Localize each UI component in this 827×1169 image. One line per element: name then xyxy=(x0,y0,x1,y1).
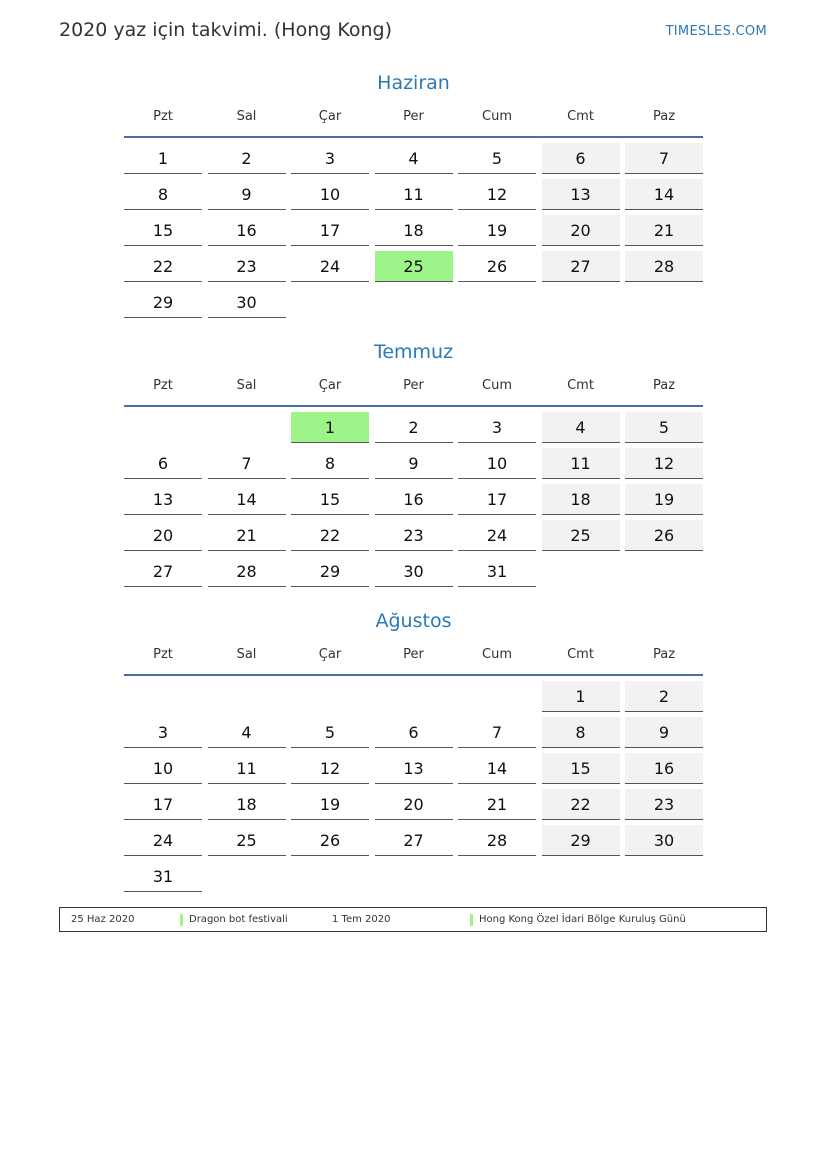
empty-cell xyxy=(291,287,369,318)
holiday-legend xyxy=(59,907,767,932)
day-cell[interactable]: 3 xyxy=(291,143,369,174)
day-cell[interactable]: 24 xyxy=(291,251,369,282)
weekday-label: Sal xyxy=(236,378,257,393)
day-cell[interactable]: 7 xyxy=(208,448,286,479)
day-cell[interactable]: 15 xyxy=(124,215,202,246)
day-cell[interactable]: 16 xyxy=(375,484,453,515)
day-cell[interactable]: 2 xyxy=(375,412,453,443)
day-cell[interactable]: 29 xyxy=(291,556,369,587)
month-block-temmuz xyxy=(124,339,703,587)
day-cell[interactable]: 30 xyxy=(625,825,703,856)
day-cell[interactable]: 21 xyxy=(208,520,286,551)
legend-color-marker xyxy=(470,914,473,926)
empty-cell xyxy=(375,681,453,712)
day-cell[interactable]: 1 xyxy=(542,681,620,712)
empty-cell xyxy=(625,861,703,892)
day-cell[interactable]: 25 xyxy=(208,825,286,856)
weekday-label: Cum xyxy=(482,378,512,393)
month-title: Haziran xyxy=(377,72,450,94)
day-cell[interactable]: 5 xyxy=(291,717,369,748)
day-cell[interactable]: 26 xyxy=(625,520,703,551)
weekday-label: Per xyxy=(403,647,424,662)
day-cell[interactable]: 16 xyxy=(208,215,286,246)
day-cell[interactable]: 2 xyxy=(625,681,703,712)
day-cell[interactable]: 25 xyxy=(542,520,620,551)
day-cell[interactable]: 17 xyxy=(458,484,536,515)
empty-cell xyxy=(375,861,453,892)
day-cell[interactable]: 19 xyxy=(458,215,536,246)
day-cell[interactable]: 14 xyxy=(625,179,703,210)
day-cell[interactable]: 22 xyxy=(542,789,620,820)
empty-cell xyxy=(458,681,536,712)
day-cell[interactable]: 23 xyxy=(208,251,286,282)
day-cell[interactable]: 4 xyxy=(375,143,453,174)
day-cell[interactable]: 28 xyxy=(458,825,536,856)
weekday-label: Çar xyxy=(318,378,342,393)
day-cell[interactable]: 24 xyxy=(124,825,202,856)
weekday-label: Çar xyxy=(318,647,342,662)
page-title: 2020 yaz için takvimi. (Hong Kong) xyxy=(59,19,392,41)
day-cell[interactable]: 22 xyxy=(291,520,369,551)
day-cell[interactable]: 12 xyxy=(458,179,536,210)
day-cell[interactable]: 13 xyxy=(542,179,620,210)
empty-cell xyxy=(542,556,620,587)
day-cell[interactable]: 17 xyxy=(124,789,202,820)
legend-date: 25 Haz 2020 xyxy=(71,914,135,925)
day-cell[interactable]: 4 xyxy=(208,717,286,748)
weekday-label: Paz xyxy=(652,109,676,124)
legend-color-marker xyxy=(180,914,183,926)
day-cell[interactable]: 5 xyxy=(625,412,703,443)
empty-cell xyxy=(542,287,620,318)
day-cell[interactable]: 22 xyxy=(124,251,202,282)
empty-cell xyxy=(124,412,202,443)
day-cell[interactable]: 14 xyxy=(208,484,286,515)
day-cell[interactable]: 9 xyxy=(208,179,286,210)
weekday-label: Sal xyxy=(236,109,257,124)
empty-cell xyxy=(124,681,202,712)
day-grid xyxy=(124,143,703,318)
day-cell[interactable]: 1 xyxy=(124,143,202,174)
day-cell[interactable]: 12 xyxy=(291,753,369,784)
day-cell[interactable]: 9 xyxy=(375,448,453,479)
weekday-label: Pzt xyxy=(153,647,173,662)
weekday-label: Paz xyxy=(652,647,676,662)
day-cell[interactable]: 10 xyxy=(291,179,369,210)
day-cell[interactable]: 3 xyxy=(458,412,536,443)
day-cell[interactable]: 23 xyxy=(625,789,703,820)
day-cell[interactable]: 6 xyxy=(124,448,202,479)
day-cell[interactable]: 21 xyxy=(458,789,536,820)
day-cell[interactable]: 18 xyxy=(208,789,286,820)
day-cell[interactable]: 27 xyxy=(124,556,202,587)
day-cell[interactable]: 20 xyxy=(542,215,620,246)
empty-cell xyxy=(208,861,286,892)
day-cell[interactable]: 1 xyxy=(291,412,369,443)
day-cell[interactable]: 8 xyxy=(124,179,202,210)
day-cell[interactable]: 4 xyxy=(542,412,620,443)
day-cell[interactable]: 24 xyxy=(458,520,536,551)
weekday-header xyxy=(124,644,703,676)
weekday-label: Sal xyxy=(236,647,257,662)
day-cell[interactable]: 31 xyxy=(124,861,202,892)
empty-cell xyxy=(542,861,620,892)
month-title: Temmuz xyxy=(373,341,454,363)
day-cell[interactable]: 29 xyxy=(542,825,620,856)
day-cell[interactable]: 14 xyxy=(458,753,536,784)
day-cell[interactable]: 17 xyxy=(291,215,369,246)
day-cell[interactable]: 11 xyxy=(208,753,286,784)
day-cell[interactable]: 6 xyxy=(375,717,453,748)
weekday-label: Çar xyxy=(318,109,342,124)
month-block-haziran xyxy=(124,70,703,318)
day-cell[interactable]: 30 xyxy=(375,556,453,587)
day-cell[interactable]: 16 xyxy=(625,753,703,784)
weekday-label: Cmt xyxy=(567,109,594,124)
day-cell[interactable]: 31 xyxy=(458,556,536,587)
day-cell[interactable]: 2 xyxy=(208,143,286,174)
day-cell[interactable]: 5 xyxy=(458,143,536,174)
day-cell[interactable]: 3 xyxy=(124,717,202,748)
weekday-header xyxy=(124,106,703,138)
day-cell[interactable]: 8 xyxy=(542,717,620,748)
month-block-agustos xyxy=(124,608,703,892)
empty-cell xyxy=(625,287,703,318)
day-cell[interactable]: 18 xyxy=(375,215,453,246)
empty-cell xyxy=(291,681,369,712)
day-cell[interactable]: 27 xyxy=(375,825,453,856)
day-cell[interactable]: 7 xyxy=(625,143,703,174)
day-cell[interactable]: 11 xyxy=(542,448,620,479)
legend-holiday-name: Hong Kong Özel İdari Bölge Kuruluş Günü xyxy=(479,914,686,925)
empty-cell xyxy=(625,556,703,587)
day-cell[interactable]: 27 xyxy=(542,251,620,282)
day-cell[interactable]: 10 xyxy=(124,753,202,784)
weekday-label: Cmt xyxy=(567,378,594,393)
day-cell[interactable]: 28 xyxy=(208,556,286,587)
day-grid xyxy=(124,412,703,587)
legend-holiday-name: Dragon bot festivali xyxy=(189,914,288,925)
day-cell[interactable]: 8 xyxy=(291,448,369,479)
day-cell[interactable]: 19 xyxy=(625,484,703,515)
day-cell[interactable]: 29 xyxy=(124,287,202,318)
weekday-label: Cum xyxy=(482,109,512,124)
day-cell[interactable]: 26 xyxy=(458,251,536,282)
day-cell[interactable]: 18 xyxy=(542,484,620,515)
empty-cell xyxy=(375,287,453,318)
day-cell[interactable]: 19 xyxy=(291,789,369,820)
empty-cell xyxy=(458,861,536,892)
weekday-label: Cmt xyxy=(567,647,594,662)
day-cell[interactable]: 20 xyxy=(375,789,453,820)
day-cell[interactable]: 9 xyxy=(625,717,703,748)
day-cell[interactable]: 7 xyxy=(458,717,536,748)
weekday-label: Pzt xyxy=(153,378,173,393)
day-cell[interactable]: 26 xyxy=(291,825,369,856)
weekday-label: Pzt xyxy=(153,109,173,124)
day-cell[interactable]: 28 xyxy=(625,251,703,282)
day-cell[interactable]: 20 xyxy=(124,520,202,551)
weekday-header xyxy=(124,375,703,407)
day-grid xyxy=(124,681,703,892)
empty-cell xyxy=(208,412,286,443)
weekday-label: Per xyxy=(403,109,424,124)
day-cell[interactable]: 13 xyxy=(375,753,453,784)
weekday-label: Cum xyxy=(482,647,512,662)
brand-link[interactable]: TIMESLES.COM xyxy=(665,24,767,39)
day-cell[interactable]: 21 xyxy=(625,215,703,246)
legend-date: 1 Tem 2020 xyxy=(332,914,391,925)
weekday-label: Paz xyxy=(652,378,676,393)
day-cell[interactable]: 15 xyxy=(542,753,620,784)
empty-cell xyxy=(291,861,369,892)
day-cell[interactable]: 11 xyxy=(375,179,453,210)
day-cell[interactable]: 12 xyxy=(625,448,703,479)
empty-cell xyxy=(458,287,536,318)
empty-cell xyxy=(208,681,286,712)
day-cell[interactable]: 10 xyxy=(458,448,536,479)
day-cell[interactable]: 15 xyxy=(291,484,369,515)
day-cell[interactable]: 30 xyxy=(208,287,286,318)
day-cell[interactable]: 25 xyxy=(375,251,453,282)
weekday-label: Per xyxy=(403,378,424,393)
day-cell[interactable]: 6 xyxy=(542,143,620,174)
day-cell[interactable]: 13 xyxy=(124,484,202,515)
month-title: Ağustos xyxy=(375,610,452,632)
day-cell[interactable]: 23 xyxy=(375,520,453,551)
